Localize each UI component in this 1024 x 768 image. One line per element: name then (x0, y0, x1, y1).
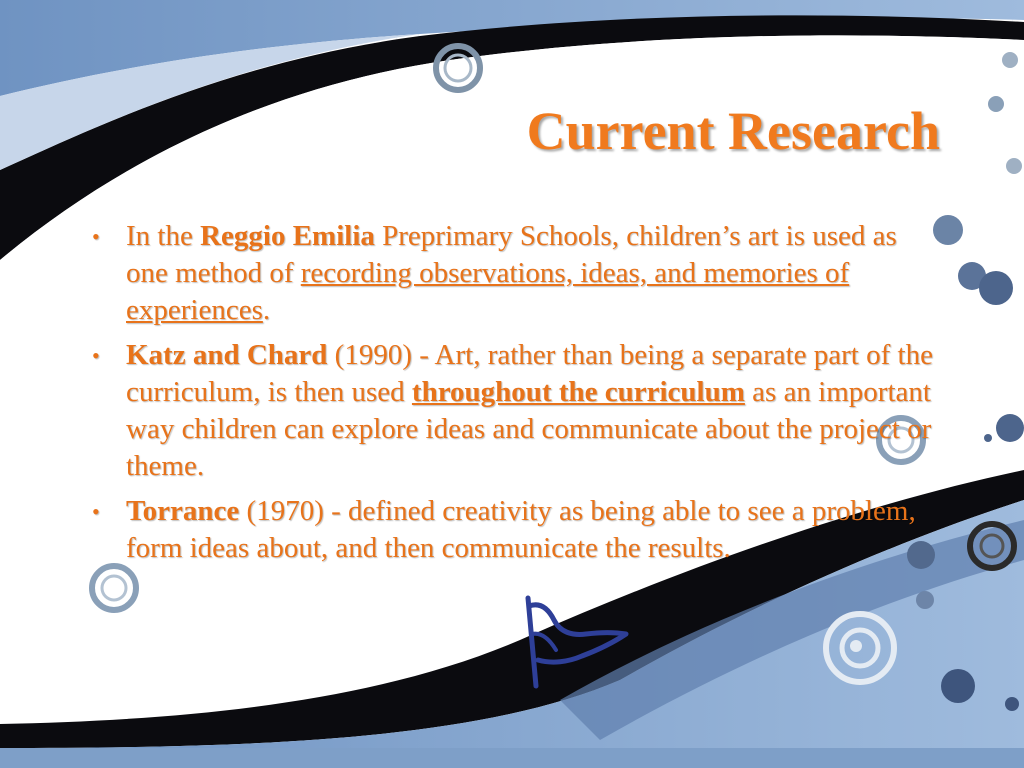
slide-body (86, 218, 936, 575)
bullet-bold-underline: throughout the curriculum (411, 376, 745, 408)
bullet-bold: Reggio Emilia (200, 220, 375, 252)
bullet-text: (1970) - defined creativity as being able to see a problem, form ideas about, and then communicate the results. (126, 495, 916, 564)
flag-icon (516, 594, 636, 694)
bullet-list (86, 218, 936, 567)
bullet-item-torrance (86, 493, 936, 567)
bullet-text: Preprimary Schools, children’s art is used as one method of (126, 220, 897, 289)
bullet-link-text: recording observations, ideas, and memories of experiences (126, 257, 850, 326)
slide-title: Current Research (526, 101, 940, 161)
bullet-bold: Katz and Chard (126, 339, 328, 371)
bullet-icon: • (92, 343, 100, 368)
bullet-icon: • (92, 499, 100, 524)
bullet-icon: • (92, 224, 100, 249)
bullet-text: as an important way children can explore ideas and communicate about the project or theme. (126, 376, 932, 482)
bullet-text: (1990) - Art, rather than being a separate part of the curriculum, is then used (126, 339, 933, 408)
bullet-item-reggio-emilia (86, 218, 936, 329)
bullet-text: In the (126, 220, 201, 252)
bullet-item-katz-chard (86, 337, 936, 485)
bullet-text: . (262, 294, 271, 326)
bullet-bold: Torrance (126, 495, 240, 527)
